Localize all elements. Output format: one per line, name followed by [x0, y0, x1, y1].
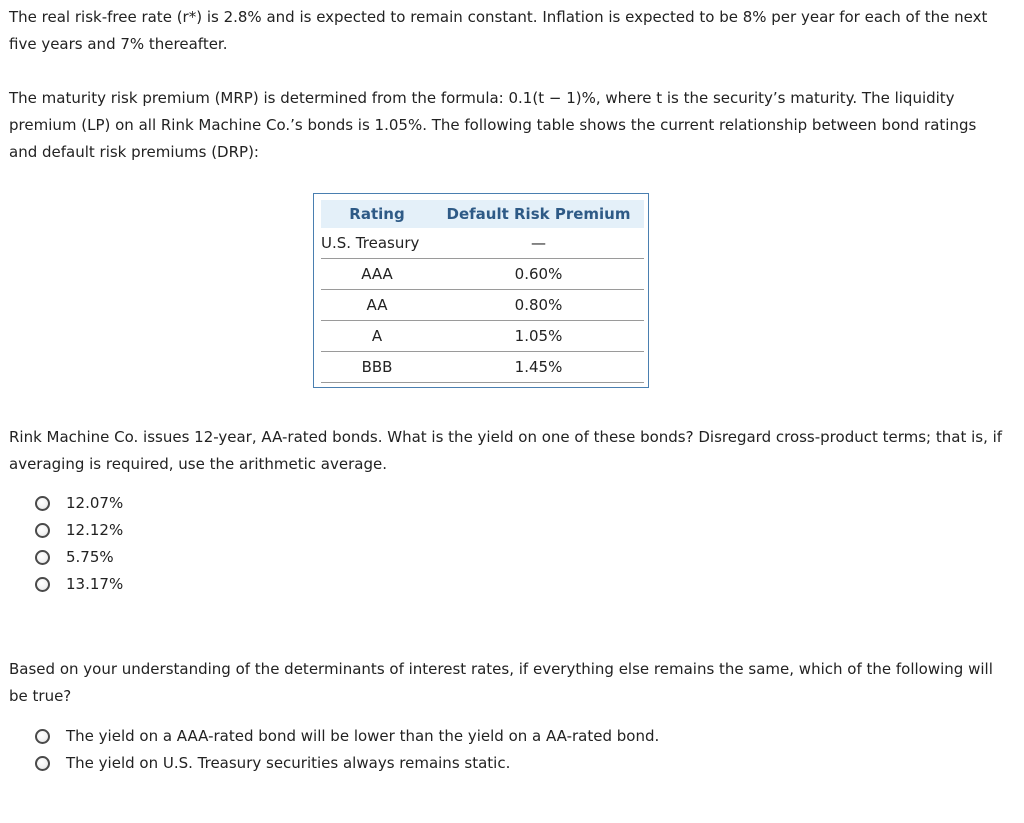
rating-cell: AAA — [321, 259, 433, 290]
answer-option-5-75[interactable] — [35, 544, 123, 571]
table-row — [321, 352, 644, 383]
option-label: 13.17% — [66, 575, 124, 593]
radio-button-icon[interactable] — [35, 577, 50, 592]
table-row — [321, 290, 644, 321]
option-label: 12.12% — [66, 521, 124, 539]
drp-cell: 0.60% — [433, 259, 644, 290]
option-label: 12.07% — [66, 494, 124, 512]
table-header-row — [321, 200, 644, 228]
rating-cell: U.S. Treasury — [321, 228, 433, 259]
table-row — [321, 228, 644, 259]
radio-button-icon[interactable] — [35, 523, 50, 538]
rating-cell: BBB — [321, 352, 433, 383]
header-default-risk-premium: Default Risk Premium — [433, 200, 644, 228]
rating-cell: AA — [321, 290, 433, 321]
drp-cell: 0.80% — [433, 290, 644, 321]
question-1-options — [35, 490, 123, 598]
radio-button-icon[interactable] — [35, 496, 50, 511]
intro-paragraph-2: The maturity risk premium (MRP) is determined from the formula: 0.1(t − 1)%, where t is the security’s maturity. The liquidity premium (LP) on all Rink Machine Co.’s bonds is 1.05%. The following table shows the current relationship between bond ratings and default risk premiums (DRP): — [9, 89, 977, 161]
drp-cell: 1.05% — [433, 321, 644, 352]
header-rating: Rating — [321, 200, 433, 228]
drp-table — [321, 200, 644, 383]
drp-cell: 1.45% — [433, 352, 644, 383]
rating-cell: A — [321, 321, 433, 352]
drp-cell: — — [433, 228, 644, 259]
radio-button-icon[interactable] — [35, 756, 50, 771]
answer-option-aaa-lower[interactable] — [35, 723, 659, 750]
answer-option-13-17[interactable] — [35, 571, 123, 598]
answer-option-12-12[interactable] — [35, 517, 123, 544]
radio-button-icon[interactable] — [35, 729, 50, 744]
answer-option-12-07[interactable] — [35, 490, 123, 517]
option-label: The yield on U.S. Treasury securities always remains static. — [66, 754, 511, 772]
drp-table-container — [313, 193, 649, 388]
answer-option-treasury-static[interactable] — [35, 750, 659, 777]
option-label: 5.75% — [66, 548, 114, 566]
question-1-text: Rink Machine Co. issues 12-year, AA-rated bonds. What is the yield on one of these bonds? Disregard cross-product terms; that is, if averaging is required, use the arithmetic average. — [9, 428, 1003, 473]
question-2-text: Based on your understanding of the determinants of interest rates, if everything else remains the same, which of the following will be true? — [9, 660, 993, 705]
radio-button-icon[interactable] — [35, 550, 50, 565]
question-2-options — [35, 723, 659, 777]
option-label: The yield on a AAA-rated bond will be lower than the yield on a AA-rated bond. — [66, 727, 660, 745]
table-row — [321, 321, 644, 352]
table-row — [321, 259, 644, 290]
intro-paragraph-1: The real risk-free rate (r*) is 2.8% and is expected to remain constant. Inflation is expected to be 8% per year for each of the next five years and 7% thereafter. — [9, 8, 988, 53]
